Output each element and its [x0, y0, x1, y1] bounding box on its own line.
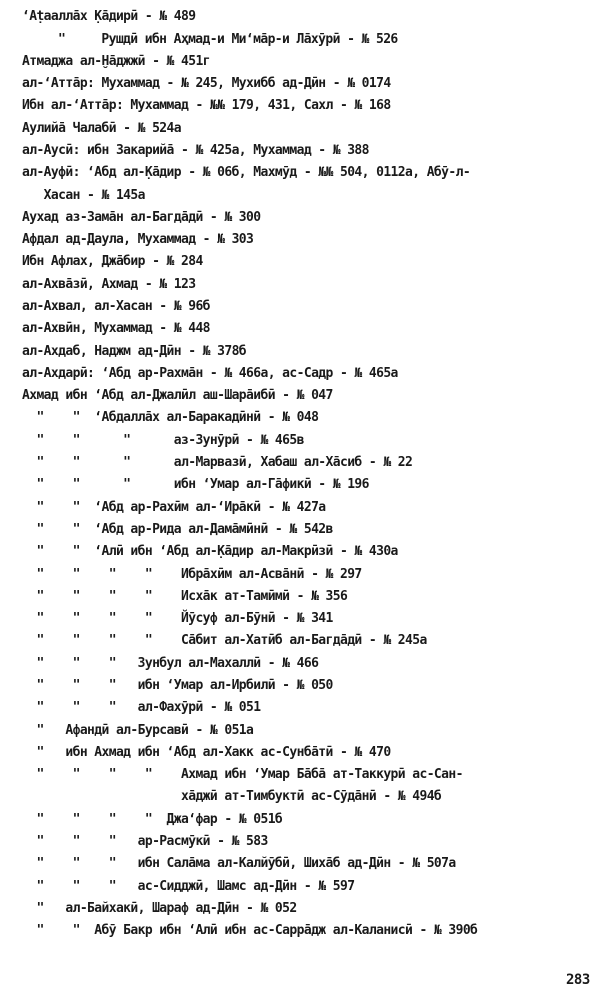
- index-line: " " " аз-Зунӯрӣ - № 465в: [22, 433, 304, 448]
- index-line: " " " ал-Фахӯрӣ - № 051: [22, 700, 261, 715]
- index-line: Ибн Афлах, Джāбир - № 284: [22, 254, 203, 269]
- index-line: Аухад аз-Замāн ал-Багдāдӣ - № 300: [22, 210, 261, 225]
- index-line: " " " ибн Салāма ал-Калйӯбӣ, Шихāб ад-Дӣн - № 507а: [22, 856, 456, 871]
- index-line: " " ‘Абдаллāх ал-Баракадӣнӣ - № 048: [22, 410, 319, 425]
- index-line: ал-‘Аттāр: Мухаммад - № 245, Мухибб ад-Дӣн - № 0174: [22, 76, 391, 91]
- index-line: " " ‘Алӣ ибн ‘Абд ал-Ḳāдир ал-Макрӣзӣ - № 430а: [22, 544, 398, 559]
- index-line: ал-Ахвал, ал-Хасан - № 96б: [22, 299, 210, 314]
- index-line: " " " Зунбул ал-Махаллӣ - № 466: [22, 656, 319, 671]
- index-line: " " " ас-Сидджӣ, Шамс ад-Дӣн - № 597: [22, 879, 355, 894]
- index-line: " ибн Ахмад ибн ‘Абд ал-Хакк ас-Сунбāтӣ - № 470: [22, 745, 391, 760]
- index-line: ал-Ахдарӣ: ‘Абд ар-Рахмāн - № 466а, ас-Садр - № 465а: [22, 366, 398, 381]
- index-line: Ахмад ибн ‘Абд ал-Джалӣл аш-Шарāибӣ - № 047: [22, 388, 333, 403]
- index-line: ал-Ахдаб, Наджм ад-Дӣн - № 378б: [22, 344, 247, 359]
- index-line: " " " " Йӯсуф ал-Бӯнӣ - № 341: [22, 611, 333, 626]
- index-line: ал-Аусӣ: ибн Закарийā - № 425а, Мухаммад - № 388: [22, 143, 369, 158]
- index-line: Атмаджа ал-Ḫāджжӣ - № 451г: [22, 54, 210, 69]
- index-line: " " " ар-Расмӯкӣ - № 583: [22, 834, 268, 849]
- index-line: Ибн ал-‘Аттāр: Мухаммад - №№ 179, 431, Сахл - № 168: [22, 98, 391, 113]
- index-line: " " Абӯ Бакр ибн ‘Алӣ ибн ас-Саррāдж ал-Каланисӣ - № 390б: [22, 923, 478, 938]
- index-line: " " " " Сāбит ал-Хатӣб ал-Багдāдӣ - № 245а: [22, 633, 427, 648]
- index-line: " Рушдӣ ибн Аҳмад-и Ми‘мāр-и Лāхӯрӣ - № 526: [58, 32, 398, 47]
- index-line: Хасан - № 145а: [22, 188, 145, 203]
- index-line: " " ‘Абд ар-Рида ал-Дамāмӣнӣ - № 542в: [22, 522, 333, 537]
- index-line: ал-Ахвӣн, Мухаммад - № 448: [22, 321, 210, 336]
- index-line: " Афандӣ ал-Бурсавӣ - № 051а: [22, 723, 254, 738]
- page-number: 283: [566, 972, 590, 988]
- index-line: ал-Ауфӣ: ‘Абд ал-Ḳāдир - № 06б, Махмӯд - №№ 504, 0112а, Абӯ-л-: [22, 165, 471, 180]
- index-line: " " ‘Абд ар-Рахӣм ал-‘Ирāкӣ - № 427а: [22, 500, 326, 515]
- index-line: Афдал ад-Даула, Мухаммад - № 303: [22, 232, 254, 247]
- index-line: " " " " Ахмад ибн ‘Умар Бāбā ат-Таккурӣ ас-Сан-: [22, 767, 463, 782]
- index-line: " " " ал-Марвазӣ, Хабаш ал-Хāсиб - № 22: [22, 455, 413, 470]
- index-line: ‘Аṭааллāх Ḳāдирӣ - № 489: [22, 9, 196, 24]
- index-line: Аулийā Чалабӣ - № 524а: [22, 121, 181, 136]
- index-line: " " " " Исхāк ат-Тамӣмӣ - № 356: [22, 589, 348, 604]
- index-line: " ал-Байхакӣ, Шараф ад-Дӣн - № 052: [22, 901, 297, 916]
- index-line: " " " ибн ‘Умар ал-Гāфикӣ - № 196: [22, 477, 369, 492]
- index-line: ал-Ахвāзӣ, Ахмад - № 123: [22, 277, 196, 292]
- index-line: " " " " Ибрāхӣм ал-Асвāнӣ - № 297: [22, 567, 362, 582]
- index-line: " " " " Джа‘фар - № 051б: [22, 812, 283, 827]
- index-line: " " " ибн ‘Умар ал-Ирбилӣ - № 050: [22, 678, 333, 693]
- index-line: хāджӣ ат-Тимбуктӣ ас-Сӯдāнӣ - № 494б: [22, 789, 442, 804]
